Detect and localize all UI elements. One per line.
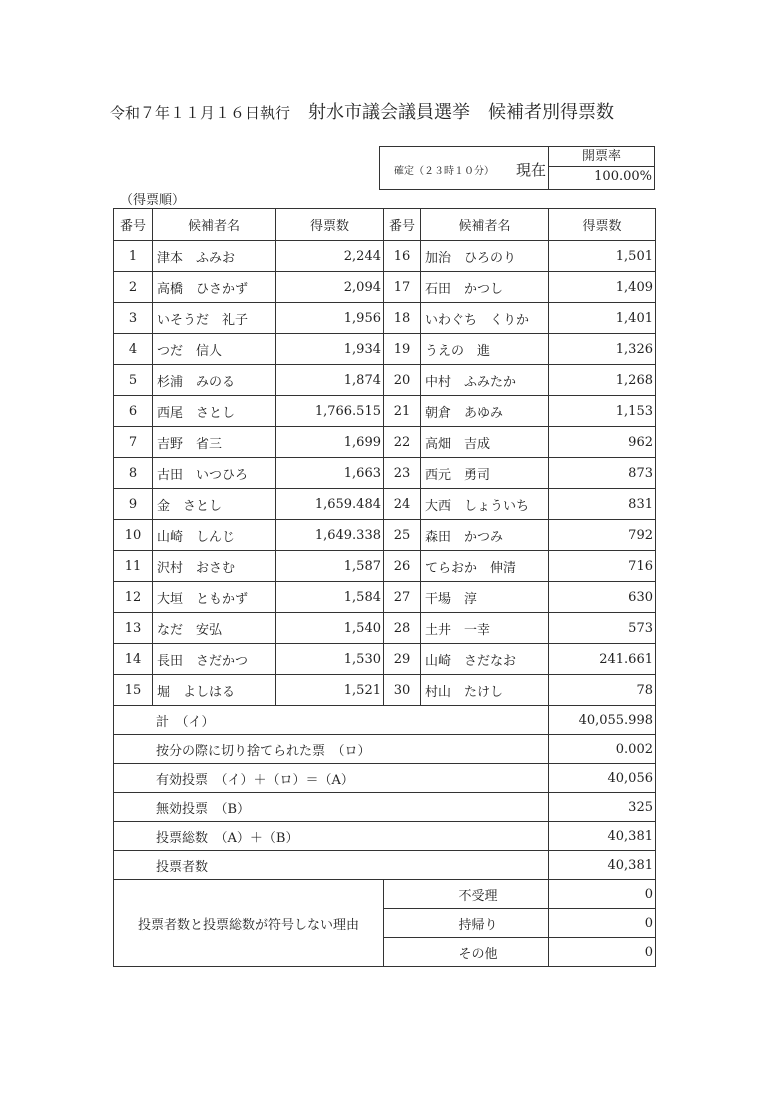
candidate-votes: 1,956 [276,303,384,334]
candidate-name: 古田 いつひろ [153,458,276,489]
summary-row-truncated [114,735,656,764]
candidate-name: 堀 よしはる [153,675,276,706]
summary-value: 40,381 [549,822,656,851]
now-label: 現在 [515,161,546,179]
summary-label: 按分の際に切り捨てられた票 （ロ） [114,735,549,764]
candidate-number: 4 [114,334,153,365]
candidate-name: 加治 ひろのり [421,241,549,272]
candidate-name: 吉野 省三 [153,427,276,458]
table-row [114,582,656,613]
mismatch-reason-label: 投票者数と投票総数が符号しない理由 [114,880,384,967]
candidate-name: いわぐち くりか [421,303,549,334]
mismatch-item-label: 持帰り [384,909,549,938]
table-row [114,489,656,520]
candidate-number: 15 [114,675,153,706]
candidate-votes: 630 [549,582,656,613]
candidate-name: 沢村 おさむ [153,551,276,582]
candidate-votes: 1,874 [276,365,384,396]
candidate-number: 10 [114,520,153,551]
summary-row-total [114,706,656,735]
summary-label: 計 （イ） [114,706,549,735]
header-number: 番号 [384,209,421,241]
summary-label: 投票者数 [114,851,549,880]
summary-row-invalid [114,793,656,822]
candidate-name: 石田 かつし [421,272,549,303]
candidate-votes: 716 [549,551,656,582]
candidate-number: 7 [114,427,153,458]
candidate-votes: 792 [549,520,656,551]
count-rate-value: 100.00% [594,169,652,184]
candidate-votes: 1,587 [276,551,384,582]
results-table [113,208,656,967]
candidate-number: 30 [384,675,421,706]
candidate-votes: 1,649.338 [276,520,384,551]
candidate-name: 津本 ふみお [153,241,276,272]
header-votes: 得票数 [549,209,656,241]
candidate-number: 6 [114,396,153,427]
candidate-name: 高橋 ひさかず [153,272,276,303]
candidate-votes: 1,268 [549,365,656,396]
candidate-number: 11 [114,551,153,582]
candidate-number: 12 [114,582,153,613]
summary-value: 40,056 [549,764,656,793]
candidate-number: 3 [114,303,153,334]
candidate-name: 西尾 さとし [153,396,276,427]
header-name: 候補者名 [153,209,276,241]
candidate-number: 28 [384,613,421,644]
confirmed-time: 確定（２３時１０分） [394,166,494,177]
candidate-name: うえの 進 [421,334,549,365]
candidate-name: 大垣 ともかず [153,582,276,613]
table-row [114,675,656,706]
candidate-number: 1 [114,241,153,272]
candidate-votes: 1,153 [549,396,656,427]
candidate-votes: 962 [549,427,656,458]
candidate-number: 13 [114,613,153,644]
candidate-name: 金 さとし [153,489,276,520]
candidate-name: 高畑 吉成 [421,427,549,458]
candidate-number: 16 [384,241,421,272]
candidate-votes: 1,326 [549,334,656,365]
candidate-votes: 1,584 [276,582,384,613]
candidate-votes: 1,530 [276,644,384,675]
mismatch-row [114,880,656,909]
table-row [114,365,656,396]
candidate-name: 長田 さだかつ [153,644,276,675]
candidate-name: 山崎 しんじ [153,520,276,551]
candidate-votes: 2,094 [276,272,384,303]
header-number: 番号 [114,209,153,241]
candidate-votes: 1,501 [549,241,656,272]
candidate-name: 大西 しょういち [421,489,549,520]
candidate-number: 26 [384,551,421,582]
candidate-name: てらおか 伸清 [421,551,549,582]
candidate-number: 27 [384,582,421,613]
candidate-number: 19 [384,334,421,365]
candidate-votes: 1,521 [276,675,384,706]
candidate-name: 杉浦 みのる [153,365,276,396]
candidate-votes: 1,699 [276,427,384,458]
header-name: 候補者名 [421,209,549,241]
candidate-number: 29 [384,644,421,675]
candidate-name: 土井 一幸 [421,613,549,644]
table-row [114,303,656,334]
report-subject: 候補者別得票数 [488,102,615,123]
candidate-name: 干場 淳 [421,582,549,613]
candidate-number: 18 [384,303,421,334]
election-name: 射水市議会議員選挙 [308,102,471,123]
table-row [114,241,656,272]
candidate-number: 2 [114,272,153,303]
table-row [114,396,656,427]
summary-label: 投票総数 （A）＋（B） [114,822,549,851]
table-row [114,644,656,675]
header-votes: 得票数 [276,209,384,241]
mismatch-item-label: その他 [384,938,549,967]
candidate-votes: 78 [549,675,656,706]
candidate-votes: 873 [549,458,656,489]
candidate-votes: 241.661 [549,644,656,675]
table-row [114,272,656,303]
summary-value: 40,381 [549,851,656,880]
table-row [114,613,656,644]
candidate-number: 5 [114,365,153,396]
candidate-votes: 1,540 [276,613,384,644]
candidate-number: 20 [384,365,421,396]
candidate-votes: 1,409 [549,272,656,303]
election-date: 令和７年１１月１６日執行 [110,104,291,122]
summary-row-total-ballots [114,822,656,851]
candidate-number: 24 [384,489,421,520]
candidate-number: 22 [384,427,421,458]
candidate-name: つだ 信人 [153,334,276,365]
candidate-name: 山崎 さだなお [421,644,549,675]
table-row [114,334,656,365]
summary-label: 無効投票 （B） [114,793,549,822]
summary-value: 0.002 [549,735,656,764]
candidate-votes: 831 [549,489,656,520]
confirmed-cell [380,147,549,189]
mismatch-item-value: 0 [549,909,656,938]
summary-value: 325 [549,793,656,822]
candidate-votes: 1,934 [276,334,384,365]
candidate-votes: 1,766.515 [276,396,384,427]
candidate-votes: 1,663 [276,458,384,489]
candidate-name: 森田 かつみ [421,520,549,551]
candidate-number: 17 [384,272,421,303]
table-row [114,551,656,582]
candidate-name: 西元 勇司 [421,458,549,489]
mismatch-item-value: 0 [549,938,656,967]
sort-order-label: （得票順） [120,193,186,208]
candidate-name: なだ 安弘 [153,613,276,644]
candidate-name: 中村 ふみたか [421,365,549,396]
candidate-name: 村山 たけし [421,675,549,706]
table-row [114,520,656,551]
candidate-number: 8 [114,458,153,489]
candidate-number: 23 [384,458,421,489]
summary-value: 40,055.998 [549,706,656,735]
mismatch-item-label: 不受理 [384,880,549,909]
candidate-name: いそうだ 礼子 [153,303,276,334]
count-rate-label: 開票率 [549,147,654,167]
mismatch-item-value: 0 [549,880,656,909]
count-status-box [379,146,655,190]
candidate-votes: 1,401 [549,303,656,334]
summary-row-voters [114,851,656,880]
summary-row-valid [114,764,656,793]
candidate-votes: 573 [549,613,656,644]
page-title [110,98,670,124]
summary-label: 有効投票 （イ）＋（ロ）＝（A） [114,764,549,793]
candidate-name: 朝倉 あゆみ [421,396,549,427]
table-row [114,427,656,458]
candidate-votes: 2,244 [276,241,384,272]
candidate-number: 21 [384,396,421,427]
candidate-number: 14 [114,644,153,675]
candidate-number: 9 [114,489,153,520]
candidate-number: 25 [384,520,421,551]
candidate-votes: 1,659.484 [276,489,384,520]
header-row [114,209,656,241]
table-row [114,458,656,489]
